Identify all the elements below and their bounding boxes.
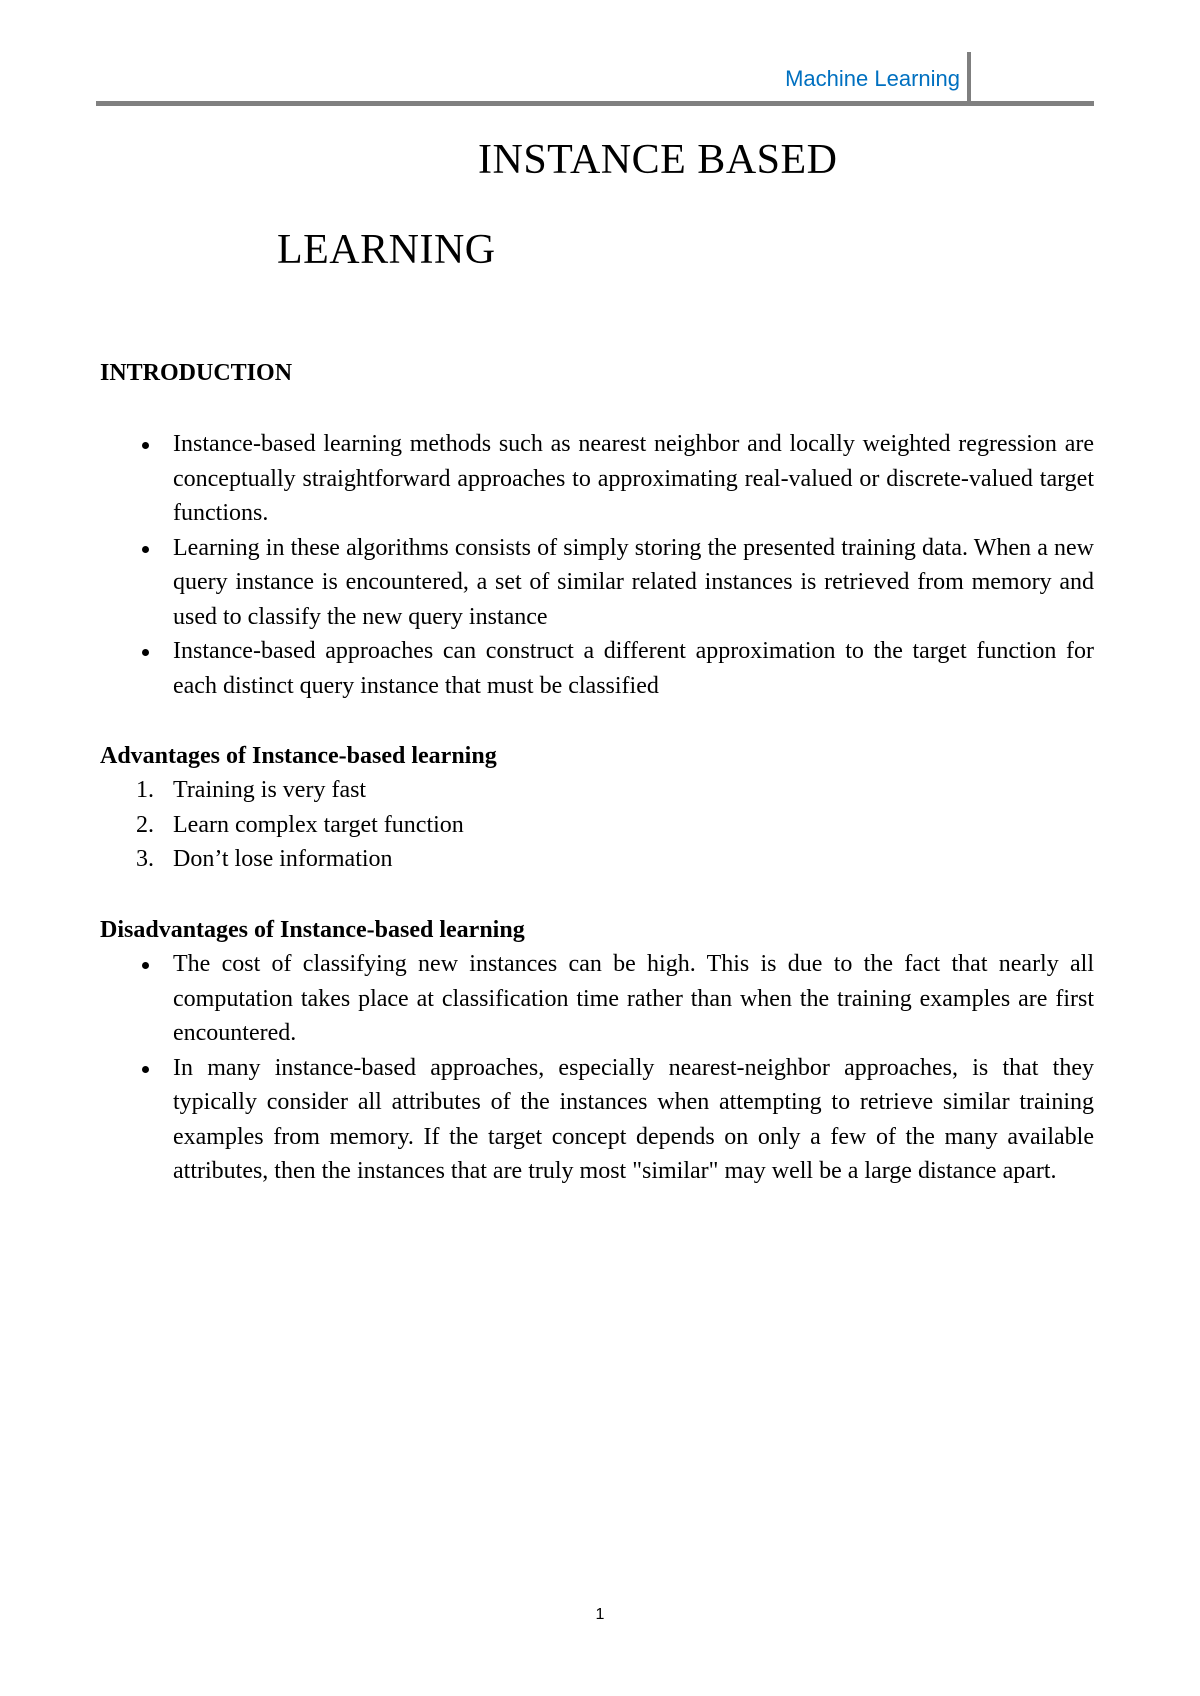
page-number: 1 bbox=[595, 1606, 605, 1623]
bullet-icon bbox=[142, 962, 149, 969]
list-number: 3. bbox=[136, 846, 154, 872]
list-item bbox=[100, 1051, 1094, 1189]
advantages-list bbox=[100, 773, 1094, 877]
list-item bbox=[100, 427, 1094, 531]
introduction-list bbox=[100, 427, 1094, 703]
disadvantages-list bbox=[100, 947, 1094, 1189]
list-item bbox=[100, 531, 1094, 635]
list-item bbox=[100, 773, 1094, 808]
list-item-text: Instance-based approaches can construct a different approximation to the target function for each distinct query instance that must be classified bbox=[173, 638, 1094, 699]
header-vertical-bar bbox=[967, 52, 971, 104]
bullet-icon bbox=[142, 1066, 149, 1073]
bullet-icon bbox=[142, 649, 149, 656]
page-title-line-2: LEARNING bbox=[277, 227, 496, 273]
list-item bbox=[100, 947, 1094, 1051]
list-item-text: In many instance-based approaches, especially nearest-neighbor approaches, is that they typically consider all attributes of the instances when attempting to retrieve similar training examples from memory. If the target concept depends on only a few of the many available attributes, then the instances that are truly most "similar" may well be a large distance apart. bbox=[173, 1054, 1094, 1184]
list-item bbox=[100, 634, 1094, 703]
list-number: 2. bbox=[136, 811, 154, 838]
page-title-line-1: INSTANCE BASED bbox=[478, 137, 838, 183]
list-item-text: Don’t lose information bbox=[173, 846, 393, 872]
advantages-heading: Advantages of Instance-based learning bbox=[100, 743, 497, 769]
list-item-text: Learn complex target function bbox=[173, 811, 464, 838]
list-item-text: Training is very fast bbox=[173, 777, 367, 803]
list-item-text: The cost of classifying new instances can be high. This is due to the fact that nearly all computation takes place at classification time rather than when the training examples are first encountered. bbox=[173, 951, 1094, 1046]
list-item-text: Instance-based learning methods such as nearest neighbor and locally weighted regression are conceptually straightforward approaches to approximating real-valued or discrete-valued target functions. bbox=[173, 431, 1094, 526]
bullet-icon bbox=[142, 442, 149, 449]
disadvantages-heading: Disadvantages of Instance-based learning bbox=[100, 917, 525, 943]
bullet-icon bbox=[142, 546, 149, 553]
running-header-title: Machine Learning bbox=[785, 66, 960, 91]
list-item bbox=[100, 808, 1094, 843]
list-item-text: Learning in these algorithms consists of simply storing the presented training data. When a new query instance is encountered, a set of similar related instances is retrieved from memory and used to classify the new query instance bbox=[173, 534, 1094, 630]
list-number: 1. bbox=[136, 777, 154, 803]
list-item bbox=[100, 842, 1094, 877]
introduction-heading: INTRODUCTION bbox=[100, 360, 293, 386]
header-rule bbox=[96, 101, 1094, 106]
